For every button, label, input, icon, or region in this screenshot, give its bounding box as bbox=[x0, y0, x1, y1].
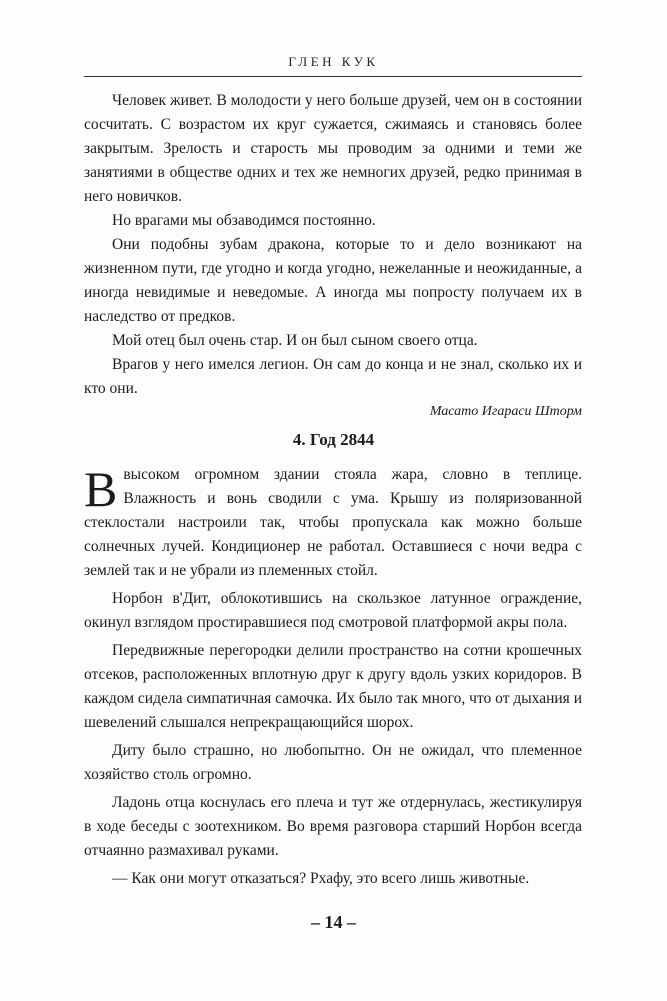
epigraph-paragraph: Человек живет. В молодости у него больше друзей, чем он в состоянии сосчитать. С возрастом их круг сужается, сжимаясь и становясь более закрытым. Зрелость и старость мы проводим за одними и теми же занятиями в обществе одних и тех же немногих друзей, редко принимая в него новичков. bbox=[84, 92, 582, 205]
page-number: – 14 – bbox=[311, 912, 356, 932]
chapter-paragraph: Ладонь отца коснулась его плеча и тут же отдернулась, жестикулируя в ходе беседы с зоотехником. Во время разговора старший Норбон всегда отчаянно размахивал руками. bbox=[84, 794, 582, 859]
header-rule bbox=[84, 76, 582, 77]
epigraph-paragraph: Мой отец был очень стар. И он был сыном своего отца. bbox=[112, 332, 478, 349]
chapter-paragraph bbox=[84, 463, 582, 583]
running-head: ГЛЕН КУК bbox=[288, 54, 379, 69]
chapter-paragraph: — Как они могут отказаться? Рхафу, это всего лишь животные. bbox=[112, 870, 530, 887]
chapter-paragraph: Диту было страшно, но любопытно. Он не ожидал, что племенное хозяйство столь огромно. bbox=[84, 742, 582, 783]
chapter-title: 4. Год 2844 bbox=[292, 430, 375, 449]
first-paragraph-text: высоком огромном здании стояла жара, словно в теплице. Влажность и вонь сводили с ума. Крышу из поляризованной стеклостали настроили так, чтобы пропускала как можно больше солнечных лучей. Кондиционер не работал. Оставшиеся с ночи ведра с землей так и не убрали из племенных стойл. bbox=[84, 466, 582, 579]
chapter-paragraph: Передвижные перегородки делили пространство на сотни крошечных отсеков, расположенных вплотную друг к другу вдоль узких коридоров. В каждом сидела симпатичная самочка. Их было так много, что от дыхания и шевелений слышался непрекращающийся шорох. bbox=[84, 642, 582, 731]
epigraph-attribution: Масато Игараси Шторм bbox=[429, 404, 582, 419]
epigraph-paragraph: Врагов у него имелся легион. Он сам до конца и не знал, сколько их и кто они. bbox=[84, 356, 582, 397]
epigraph-paragraph: Но врагами мы обзаводимся постоянно. bbox=[112, 212, 376, 229]
drop-cap: В bbox=[84, 461, 118, 517]
epigraph bbox=[84, 89, 582, 423]
chapter-paragraph: Норбон в'Дит, облокотившись на скользкое латунное ограждение, окинул взглядом простиравшиеся под смотровой платформой акры пола. bbox=[84, 590, 582, 631]
chapter-body bbox=[84, 463, 582, 895]
epigraph-paragraph: Они подобны зубам дракона, которые то и дело возникают на жизненном пути, где угодно и когда угодно, нежеланные и неожиданные, а иногда невидимые и неведомые. А иногда мы попросту получаем их в наследство от предков. bbox=[84, 236, 582, 325]
